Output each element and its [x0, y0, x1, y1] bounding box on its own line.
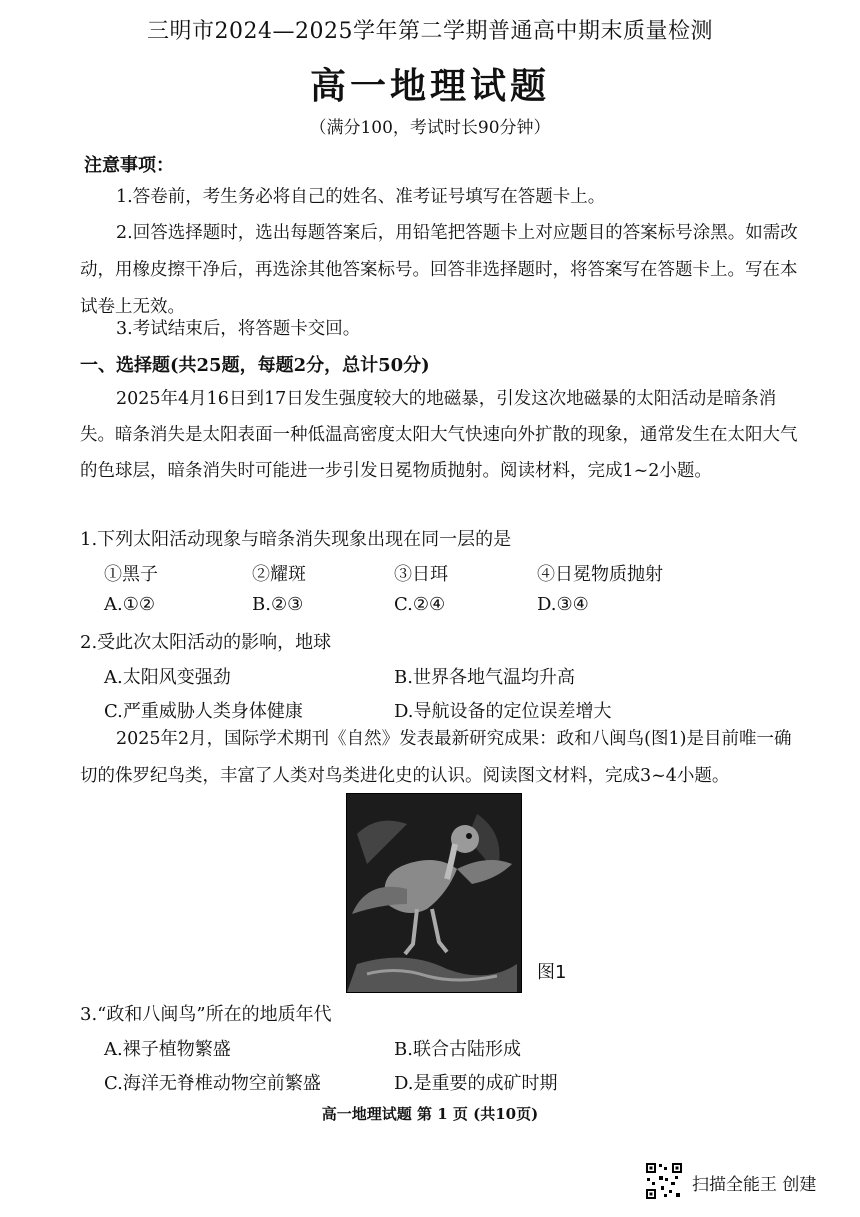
q3-option-c: C.海洋无脊椎动物空前繁盛 — [104, 1073, 321, 1094]
page-footer: 高一地理试题 第 1 页 (共10页) — [321, 1105, 539, 1123]
section-title: 一、选择题(共25题，每题2分，总计50分) — [80, 355, 430, 376]
figure-label: 图1 — [537, 962, 567, 983]
q1-option-b: B.②③ — [252, 594, 304, 615]
q2-option-c: C.严重威胁人类身体健康 — [104, 701, 303, 722]
notice-item-3: 3.考试结束后，将答题卡交回。 — [116, 319, 361, 339]
q1-option-d: D.③④ — [537, 594, 589, 615]
q1-stem: 1.下列太阳活动现象与暗条消失现象出现在同一层的是 — [80, 529, 512, 550]
q3-option-b: B.联合古陆形成 — [394, 1039, 521, 1060]
notice-item-2: 2.回答选择题时，选出每题答案后，用铅笔把答题卡上对应题目的答案标号涂黑。如需改动，用橡皮擦干净后，再选涂其他答案标号。回答非选择题时，将答案写在答题卡上。写在本试卷上无效。 — [80, 223, 798, 317]
notice-heading: 注意事项： — [84, 155, 174, 176]
q2-stem: 2.受此次太阳活动的影响，地球 — [80, 632, 332, 653]
scanner-watermark: 扫描全能王 创建 — [692, 1175, 817, 1195]
bird-fossil-image — [346, 793, 522, 993]
q1-item-3: ③日珥 — [394, 564, 448, 585]
q1-item-1: ①黑子 — [104, 564, 158, 585]
q3-option-d: D.是重要的成矿时期 — [394, 1073, 558, 1094]
q1-option-a: A.①② — [104, 594, 155, 615]
q1-item-4: ④日冕物质抛射 — [537, 564, 663, 585]
q2-option-d: D.导航设备的定位误差增大 — [394, 701, 612, 722]
material-2: 2025年2月，国际学术期刊《自然》发表最新研究成果：政和八闽鸟(图1)是目前唯一确切的侏罗纪鸟类，丰富了人类对鸟类进化史的认识。阅读图文材料，完成3~4小题。 — [80, 729, 792, 786]
material-1: 2025年4月16日到17日发生强度较大的地磁暴，引发这次地磁暴的太阳活动是暗条消失。暗条消失是太阳表面一种低温高密度太阳大气快速向外扩散的现象，通常发生在太阳大气的色球层，暗条消失时可能进一步引发日冕物质抛射。阅读材料，完成1~2小题。 — [80, 389, 798, 481]
q1-option-c: C.②④ — [394, 594, 446, 615]
notice-item-1: 1.答卷前，考生务必将自己的姓名、准考证号填写在答题卡上。 — [116, 187, 606, 207]
q3-option-a: A.裸子植物繁盛 — [104, 1039, 231, 1060]
q1-item-2: ②耀斑 — [252, 564, 306, 585]
q2-option-b: B.世界各地气温均升高 — [394, 667, 575, 688]
exam-subtitle: （满分100，考试时长90分钟） — [309, 118, 551, 138]
bird-illustration-icon — [347, 794, 521, 992]
qr-code-icon — [645, 1162, 683, 1200]
page-title: 高一地理试题 — [309, 65, 550, 107]
q3-stem: 3.“政和八闽鸟”所在的地质年代 — [80, 1004, 332, 1025]
q2-option-a: A.太阳风变强劲 — [104, 667, 231, 688]
exam-header: 三明市2024—2025学年第二学期普通高中期末质量检测 — [147, 19, 713, 44]
